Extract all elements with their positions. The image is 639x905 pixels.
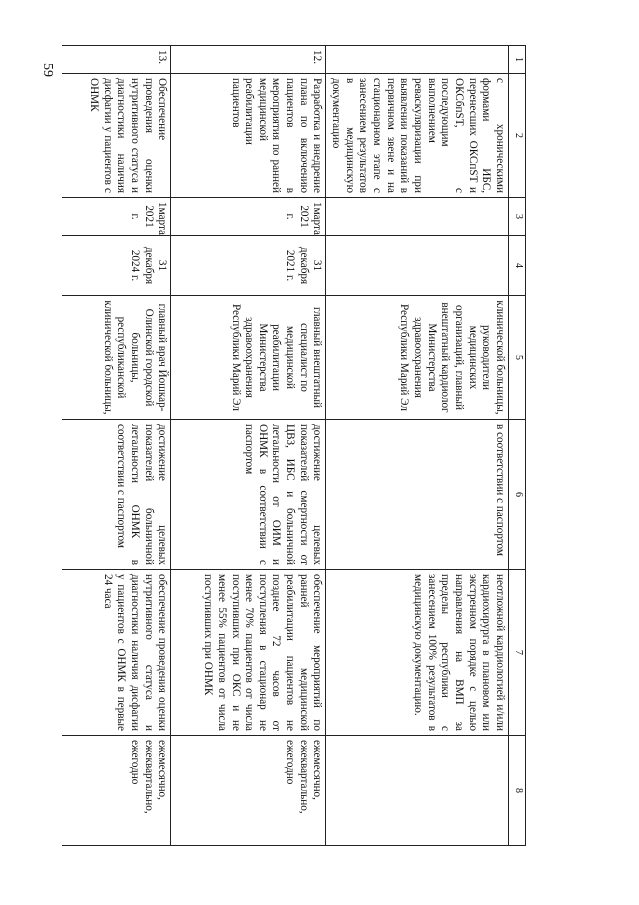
table-row xyxy=(326,46,509,846)
responsible: главный внештатный специалист по медицинской реабилитации Министерства здравоохранения Республики Марий Эл xyxy=(171,296,326,420)
column-number: 3 xyxy=(509,198,526,236)
indicator: обеспечение проведения оценки нутритивного статуса и диагностики наличия дисфагии у пациентов с ОНМК в первые 24 часа xyxy=(62,570,171,736)
frequency: ежемесячно, ежеквартально, ежегодно xyxy=(171,736,326,846)
column-number: 8 xyxy=(509,736,526,846)
row-number xyxy=(326,46,509,74)
end-date xyxy=(326,236,509,296)
activity-table xyxy=(62,45,526,846)
activity-name: с хроническими формами ИБС, перенесших ОКСпST и ОКСбпST, с последующим выполнением реваскуляризации при выявлении показаний в первичном звене и на стационарном этапе с занесением результатов в медицинскую документацию xyxy=(326,74,509,198)
page-number: 59 xyxy=(40,63,55,77)
row-number: 13. xyxy=(62,46,171,74)
start-date: 1марта 2021 г. xyxy=(171,198,326,236)
column-number: 7 xyxy=(509,570,526,736)
end-date: 31 декабря 2021 г. xyxy=(171,236,326,296)
frequency xyxy=(326,736,509,846)
column-number-row xyxy=(509,46,526,846)
indicator: неотложной кардиологией и/или кардиохирурга в плановом или экстренном порядке с целью направления на ВМП за пределы республики с занесением 100% результатов в медицинскую документацию. xyxy=(326,570,509,736)
expected-result: достижение целевых показателей смертности от ЦВЗ, ИБС и больничной летальности от ОИМ и ОНМК в соответствии с паспортом xyxy=(171,420,326,570)
start-date xyxy=(326,198,509,236)
row-number: 12. xyxy=(171,46,326,74)
frequency: ежемесячно, ежеквартально, ежегодно xyxy=(62,736,171,846)
indicator: обеспечение мероприятий по ранней медицинской реабилитации пациентов не позднее 72 часов от поступления в стационар не менее 70% пациентов от числа поступивших при ОКС и не менее 55% пациентов от числа поступивших при ОНМК xyxy=(171,570,326,736)
responsible: главный врач Йошкар-Олинской городской больницы, республиканской клинической больницы, xyxy=(62,296,171,420)
rotated-table-container xyxy=(88,45,526,845)
activity-name: Разработка и внедрение плана по включению пациентов в мероприятия по ранней медицинской реабилитации пациентов xyxy=(171,74,326,198)
column-number: 6 xyxy=(509,420,526,570)
column-number: 4 xyxy=(509,236,526,296)
table-row xyxy=(171,46,326,846)
table-row xyxy=(62,46,171,846)
responsible: клинической больницы, руководители медицинских организаций, главный внештатный кардиолог Министерства здравоохранения Республики Марий Эл xyxy=(326,296,509,420)
expected-result: в соответствии с паспортом xyxy=(326,420,509,570)
column-number: 1 xyxy=(509,46,526,74)
activity-name: Обеспечение проведения оценки нутритивного статуса и диагностики наличия дисфагии у пациентов с ОНМК xyxy=(62,74,171,198)
column-number: 2 xyxy=(509,74,526,198)
start-date: 1марта 2021 г. xyxy=(62,198,171,236)
end-date: 31 декабря 2024 г. xyxy=(62,236,171,296)
expected-result: достижение целевых показателей больничной летальности ОНМК в соответствии с паспортом xyxy=(62,420,171,570)
column-number: 5 xyxy=(509,296,526,420)
